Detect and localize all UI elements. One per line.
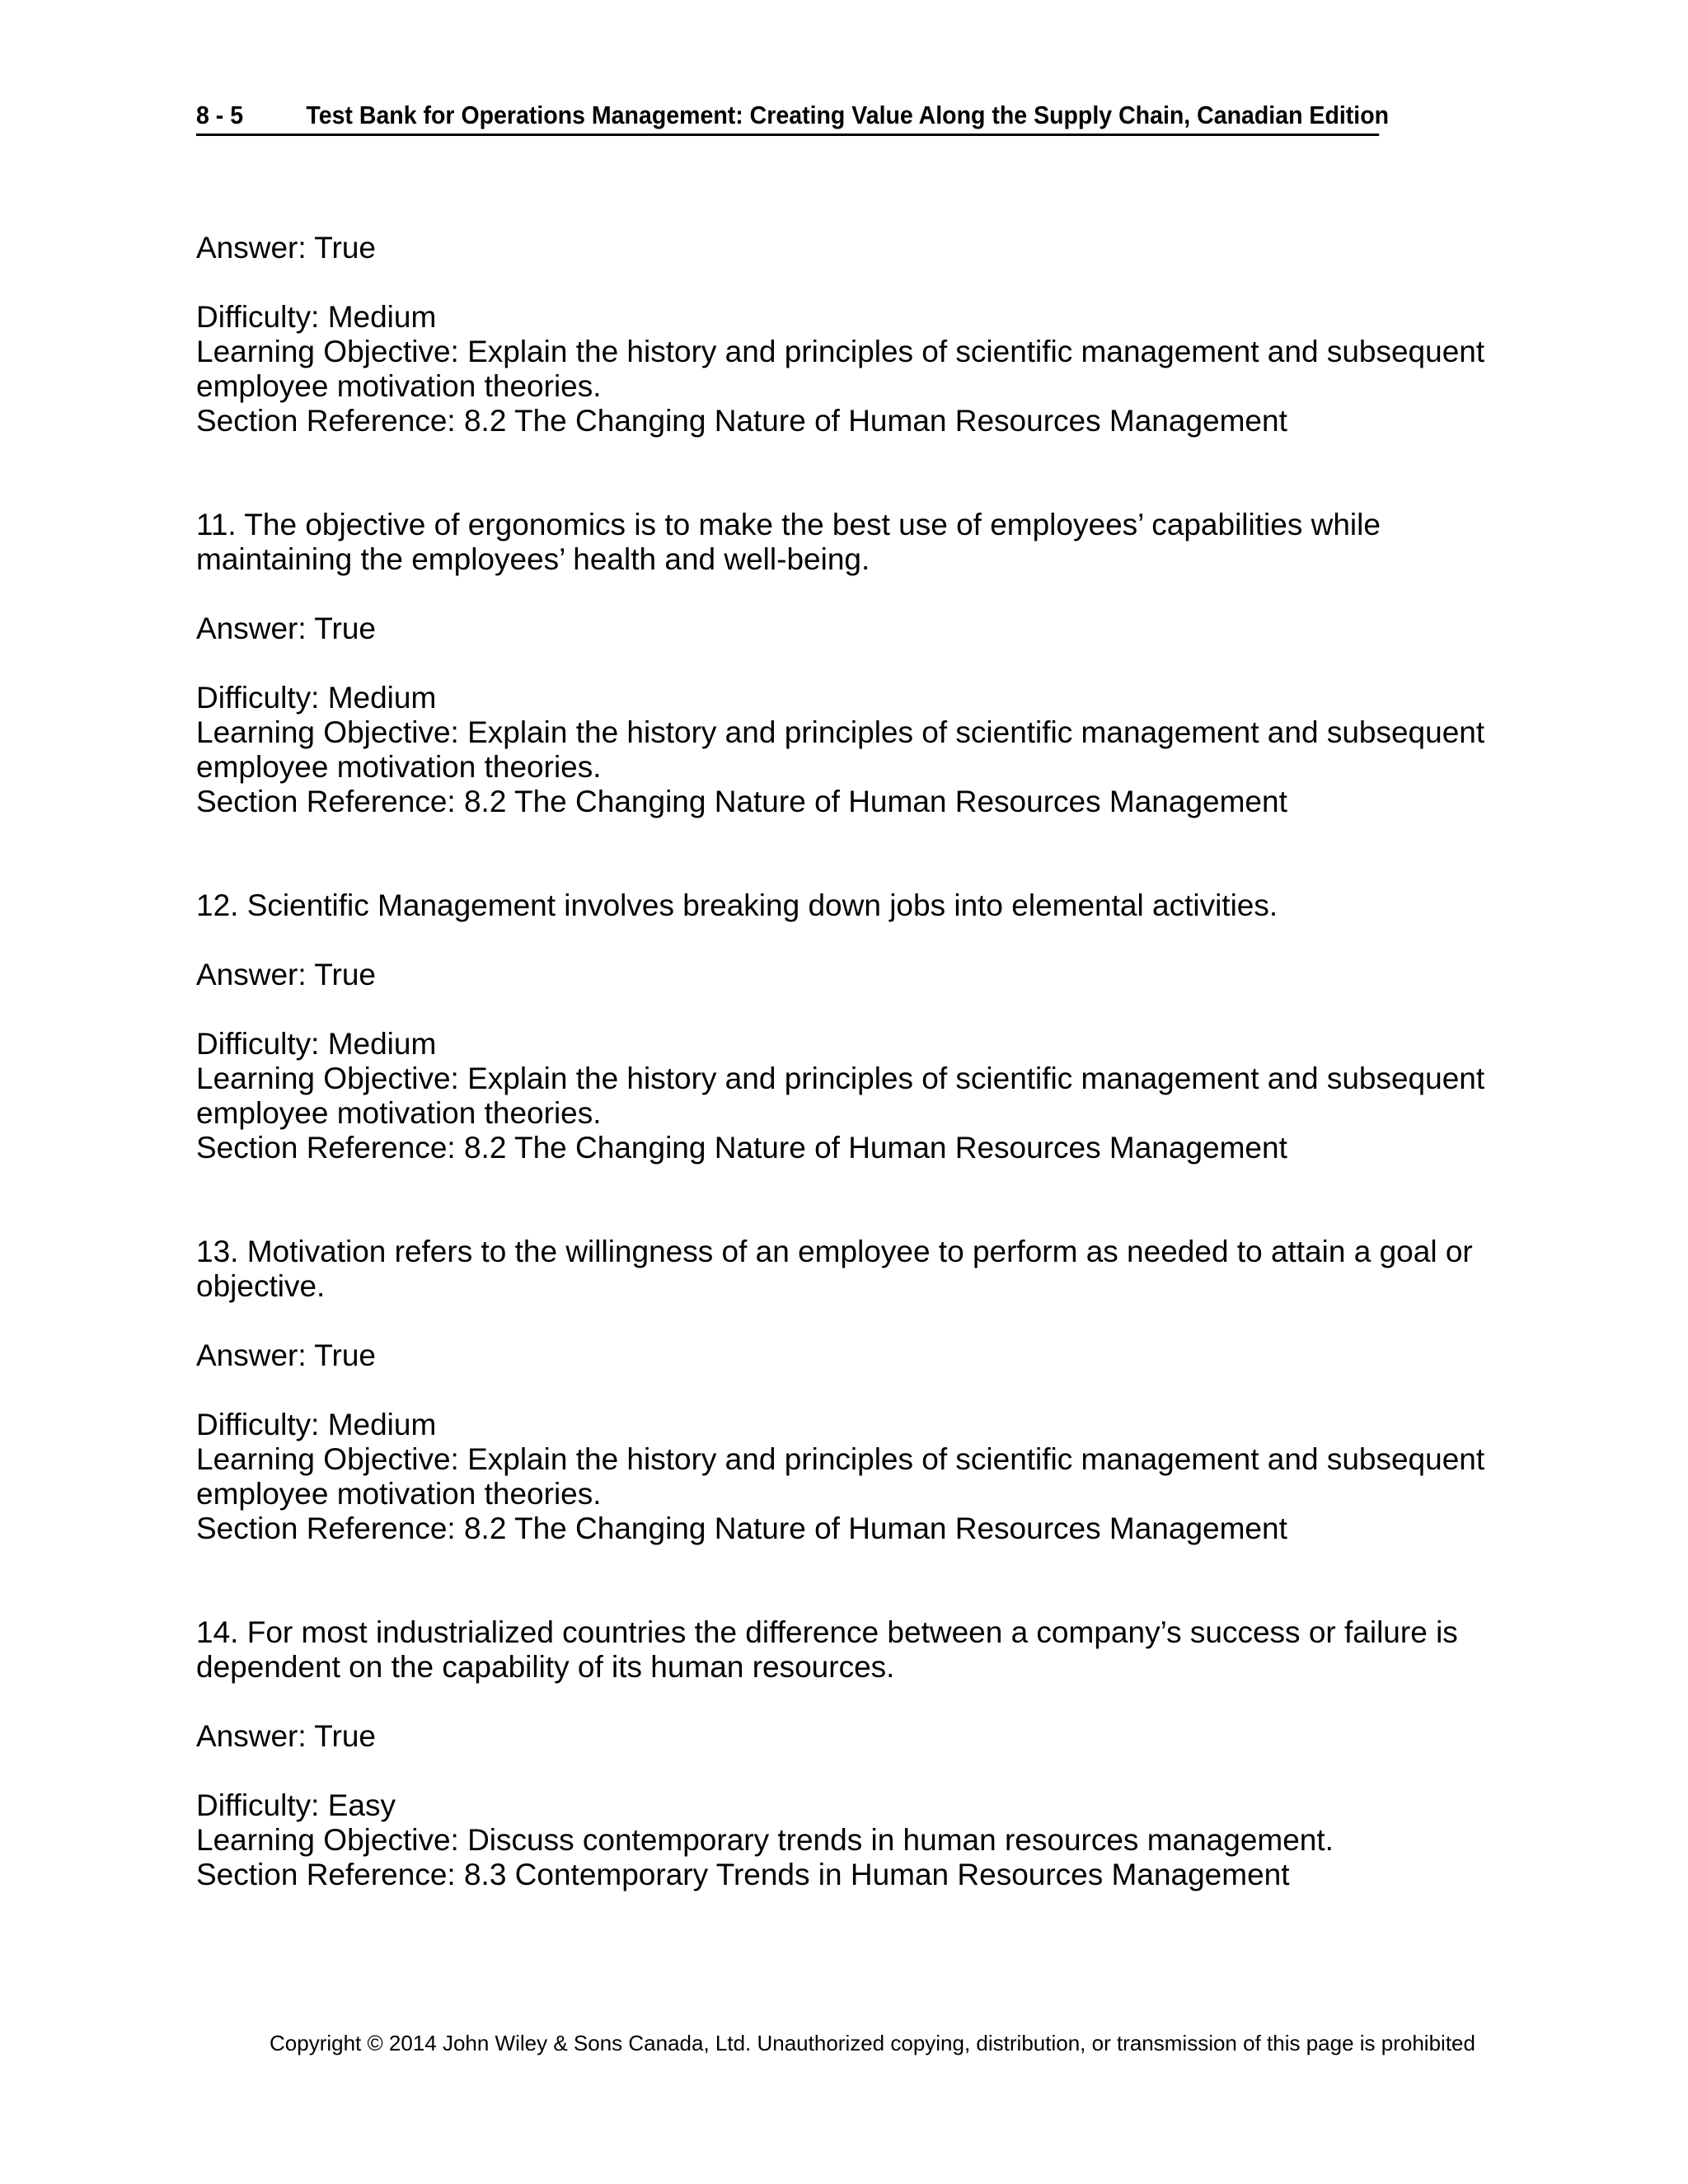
page-number: 8 - 5 [196, 101, 244, 129]
difficulty-q14: Difficulty: Easy [196, 1788, 396, 1822]
difficulty-q11: Difficulty: Medium [196, 681, 437, 715]
question-14-cont: dependent on the capability of its human resources. [196, 1650, 895, 1684]
learning-objective-q13-cont: employee motivation theories. [196, 1477, 602, 1511]
question-11: 11. The objective of ergonomics is to make the best use of employees’ capabilities while [196, 508, 1381, 541]
learning-objective-q10-cont: employee motivation theories. [196, 369, 602, 403]
section-reference-q11: Section Reference: 8.2 The Changing Nature of Human Resources Management [196, 785, 1287, 818]
question-11-cont: maintaining the employees’ health and well-being. [196, 542, 870, 576]
learning-objective-q14: Learning Objective: Discuss contemporary trends in human resources management. [196, 1823, 1334, 1857]
learning-objective-q11-cont: employee motivation theories. [196, 750, 602, 784]
answer-q10: Answer: True [196, 231, 376, 265]
question-14: 14. For most industrialized countries the difference between a company’s success or failure is [196, 1615, 1458, 1649]
header-title: Test Bank for Operations Management: Creating Value Along the Supply Chain, Canadian Edition [306, 101, 1390, 129]
difficulty-q12: Difficulty: Medium [196, 1027, 437, 1061]
question-13: 13. Motivation refers to the willingness of an employee to perform as needed to attain a goal or [196, 1235, 1473, 1268]
section-reference-q13: Section Reference: 8.2 The Changing Nature of Human Resources Management [196, 1511, 1287, 1545]
answer-q12: Answer: True [196, 958, 376, 991]
section-reference-q12: Section Reference: 8.2 The Changing Nature of Human Resources Management [196, 1131, 1287, 1165]
learning-objective-q12-cont: employee motivation theories. [196, 1096, 602, 1130]
difficulty-q10: Difficulty: Medium [196, 300, 437, 334]
difficulty-q13: Difficulty: Medium [196, 1408, 437, 1441]
copyright-footer: Copyright © 2014 John Wiley & Sons Canada, Ltd. Unauthorized copying, distribution, or transmission of this page is prohibited [270, 2031, 1475, 2055]
answer-q11: Answer: True [196, 612, 376, 645]
learning-objective-q12: Learning Objective: Explain the history and principles of scientific management and subsequent [196, 1062, 1485, 1095]
question-12: 12. Scientific Management involves breaking down jobs into elemental activities. [196, 888, 1278, 922]
page-header [196, 97, 1390, 136]
answer-q13: Answer: True [196, 1338, 376, 1372]
section-reference-q14: Section Reference: 8.3 Contemporary Trends in Human Resources Management [196, 1858, 1290, 1891]
answer-q14: Answer: True [196, 1719, 376, 1753]
section-reference-q10: Section Reference: 8.2 The Changing Nature of Human Resources Management [196, 404, 1287, 438]
learning-objective-q11: Learning Objective: Explain the history and principles of scientific management and subsequent [196, 715, 1485, 749]
learning-objective-q13: Learning Objective: Explain the history and principles of scientific management and subsequent [196, 1442, 1485, 1476]
learning-objective-q10: Learning Objective: Explain the history and principles of scientific management and subsequent [196, 335, 1485, 368]
question-13-cont: objective. [196, 1269, 326, 1303]
